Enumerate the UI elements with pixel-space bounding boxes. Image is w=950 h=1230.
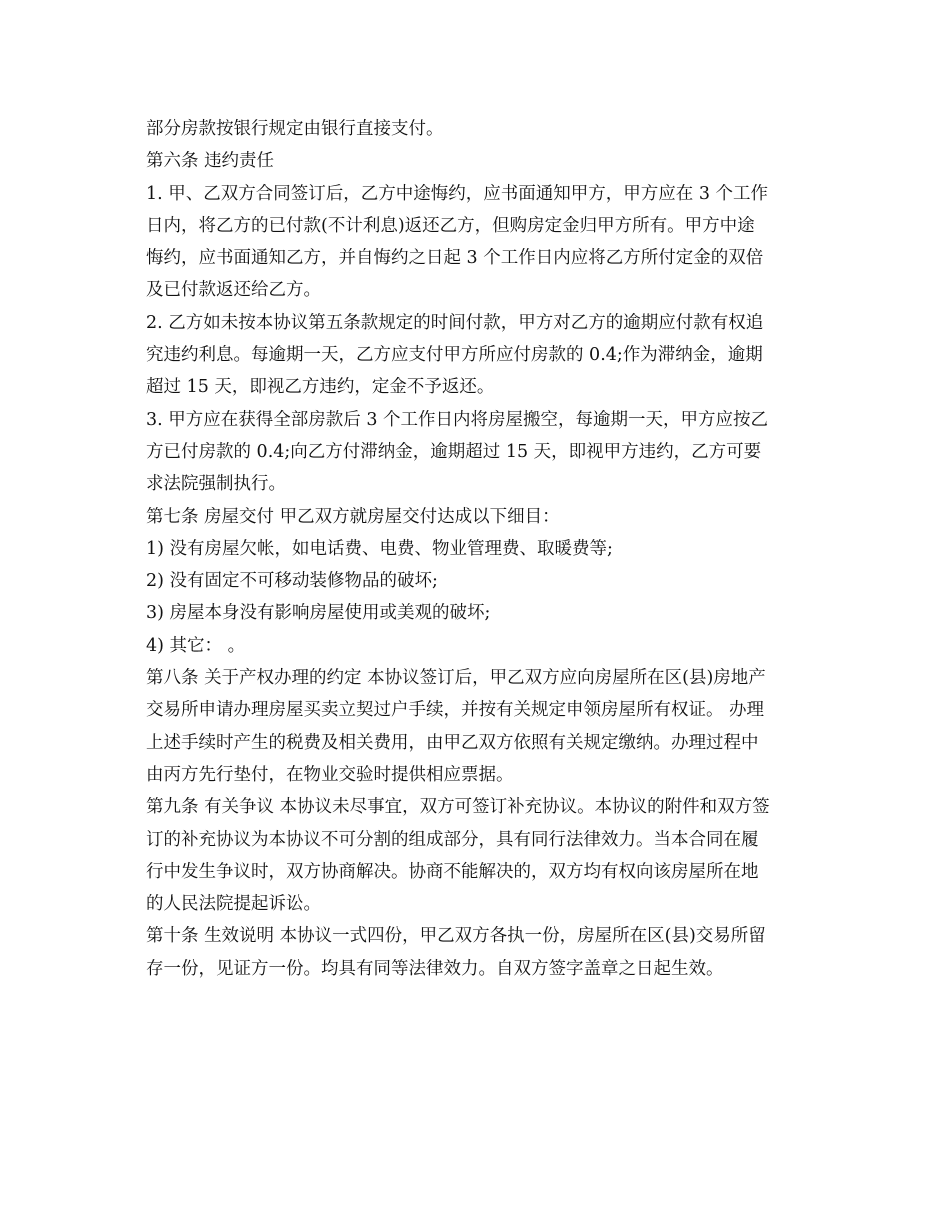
text-line: 方已付房款的 0.4;向乙方付滞纳金，逾期超过 15 天，即视甲方违约，乙方可要	[146, 441, 762, 462]
text-line: 1. 甲、乙双方合同签订后，乙方中途悔约，应书面通知甲方，甲方应在 3 个工作	[146, 183, 769, 204]
text-line: 超过 15 天，即视乙方违约，定金不予返还。	[146, 377, 495, 398]
section-heading: 第十条 生效说明 本协议一式四份，甲乙双方各执一份，房屋所在区(县)交易所留	[146, 926, 766, 947]
section-heading: 第七条 房屋交付 甲乙双方就房屋交付达成以下细目：	[146, 506, 560, 527]
text-line: 2. 乙方如未按本协议第五条款规定的时间付款，甲方对乙方的逾期应付款有权追	[146, 312, 764, 333]
text-line: 3. 甲方应在获得全部房款后 3 个工作日内将房屋搬空，每逾期一天，甲方应按乙	[146, 409, 769, 430]
list-item: 3) 房屋本身没有影响房屋使用或美观的破坏;	[146, 603, 491, 624]
section-heading: 第六条 违约责任	[146, 151, 275, 172]
text-line: 交易所申请办理房屋买卖立契过户手续，并按有关规定申领房屋所有权证。 办理	[146, 700, 765, 721]
text-line: 及已付款返还给乙方。	[146, 280, 321, 301]
text-line: 订的补充协议为本协议不可分割的组成部分，具有同行法律效力。当本合同在履	[146, 829, 759, 850]
text-line: 由丙方先行垫付，在物业交验时提供相应票据。	[146, 764, 514, 785]
list-item: 4) 其它： 。	[146, 635, 246, 656]
section-heading: 第九条 有关争议 本协议未尽事宜，双方可签订补充协议。本协议的附件和双方签	[146, 797, 770, 818]
text-line: 日内，将乙方的已付款(不计利息)返还乙方，但购房定金归甲方所有。甲方中途	[146, 215, 755, 236]
document-body	[146, 113, 816, 985]
text-line: 究违约利息。每逾期一天，乙方应支付甲方所应付房款的 0.4;作为滞纳金，逾期	[146, 345, 763, 366]
text-line: 存一份，见证方一份。均具有同等法律效力。自双方签字盖章之日起生效。	[146, 958, 724, 979]
list-item: 1) 没有房屋欠帐，如电话费、电费、物业管理费、取暖费等;	[146, 538, 613, 559]
text-line: 的人民法院提起诉讼。	[146, 894, 321, 915]
text-line: 部分房款按银行规定由银行直接支付。	[146, 119, 444, 139]
text-line: 上述手续时产生的税费及相关费用，由甲乙双方依照有关规定缴纳。办理过程中	[146, 732, 759, 753]
text-line: 行中发生争议时，双方协商解决。协商不能解决的，双方均有权向该房屋所在地	[146, 861, 759, 882]
text-line: 求法院强制执行。	[146, 474, 286, 495]
list-item: 2) 没有固定不可移动装修物品的破坏;	[146, 571, 438, 592]
section-heading: 第八条 关于产权办理的约定 本协议签订后，甲乙双方应向房屋所在区(县)房地产	[146, 668, 766, 689]
text-line: 悔约，应书面通知乙方，并自悔约之日起 3 个工作日内应将乙方所付定金的双倍	[146, 248, 764, 269]
